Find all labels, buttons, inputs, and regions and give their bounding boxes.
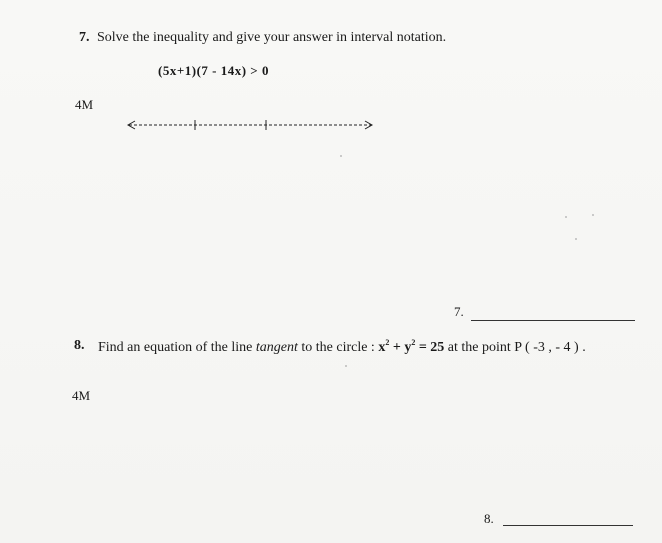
paper-speck [345,365,347,367]
question-8-marks: 4M [72,388,91,403]
paper-speck [340,155,342,157]
answer-7-blank[interactable] [471,320,635,321]
equation-y-exponent: 2 [411,338,416,347]
question-8-prompt-emphasis: tangent [255,340,298,355]
equation-plus: + [389,340,405,355]
answer-8-blank[interactable] [503,525,633,526]
number-line [125,115,375,135]
question-8-point: at the point P ( -3 , - 4 ) . [447,340,586,355]
question-7-prompt: Solve the inequality and give your answer in interval notation. [97,30,447,45]
question-8-number: 8. [74,338,85,353]
answer-8-label: 8. [484,511,494,526]
circle-equation [378,340,444,355]
equation-rhs: = 25 [415,340,445,355]
question-8-prompt [98,338,586,356]
question-7-marks: 4M [75,97,94,112]
question-7-number: 7. [79,30,90,45]
paper-speck [565,216,567,218]
paper-speck [592,214,594,216]
question-8-prompt-start: Find an equation of the line [98,340,253,355]
equation-x-exponent: 2 [385,338,390,347]
equation-y: y [404,340,412,355]
equation-x: x [378,340,386,355]
answer-7-label: 7. [454,304,464,319]
paper-speck [575,238,577,240]
question-8-prompt-middle: to the circle : [301,340,375,355]
question-7-inequality: (5x+1)(7 - 14x) > 0 [158,63,269,78]
